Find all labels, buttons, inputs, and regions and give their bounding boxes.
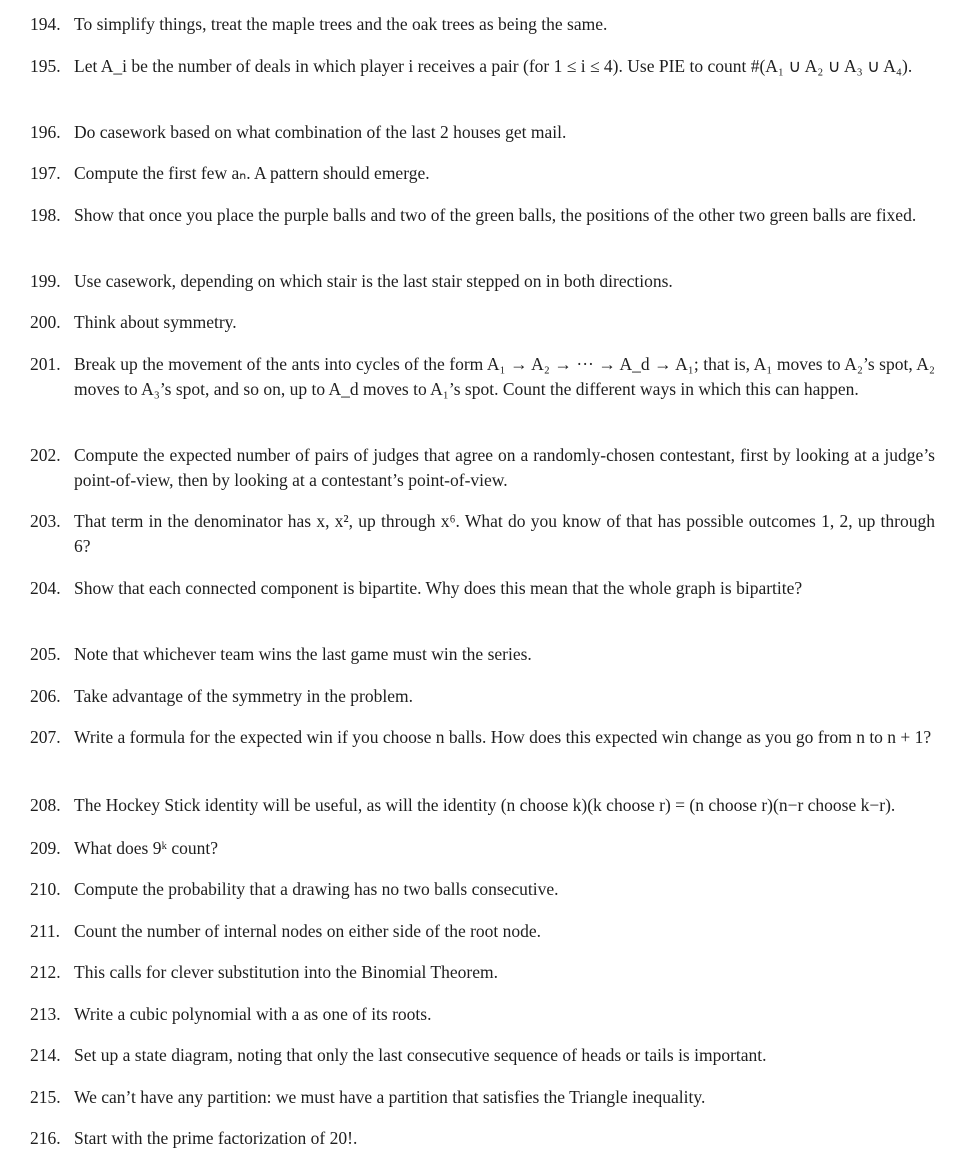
hint-text: Think about symmetry. [74, 312, 237, 332]
hint-item [30, 725, 935, 750]
hint-item [30, 960, 935, 985]
hint-number: 214. [30, 1045, 61, 1065]
hint-text: Show that once you place the purple balls and two of the green balls, the positions of the other two green balls are fixed. [74, 205, 917, 225]
hint-number: 194. [30, 14, 61, 34]
hint-number: 207. [30, 727, 61, 747]
hint-item [30, 919, 935, 944]
hint-item [30, 1126, 935, 1151]
hint-item [30, 1043, 935, 1068]
hint-number: 200. [30, 312, 61, 332]
hint-number: 215. [30, 1087, 61, 1107]
hint-item [30, 642, 935, 667]
hint-number: 196. [30, 122, 61, 142]
hint-number: 212. [30, 962, 61, 982]
hint-number: 208. [30, 795, 61, 815]
hint-text: Write a formula for the expected win if you choose n balls. How does this expected win change as you go from n to n + 1? [74, 727, 932, 747]
hint-text: What does 9ᵏ count? [74, 838, 219, 858]
hint-item [30, 161, 935, 186]
hint-text: Note that whichever team wins the last game must win the series. [74, 644, 532, 664]
hint-number: 206. [30, 686, 61, 706]
hint-item [30, 120, 935, 145]
hint-item [30, 443, 935, 493]
hint-text: Break up the movement of the ants into cycles of the form A₁ → A₂ → ··· → A_d → A₁; that is, A₁ moves to A₂’s spot, A₂ moves to A₃’s spot, and so on, up to A_d moves to A₁’s spot. Count the different ways in which this can happen. [74, 354, 935, 399]
hint-number: 197. [30, 163, 61, 183]
hint-item [30, 836, 935, 861]
hint-item [30, 576, 935, 601]
hint-text: Do casework based on what combination of the last 2 houses get mail. [74, 122, 567, 142]
hint-item [30, 352, 935, 402]
hint-item [30, 1085, 935, 1110]
hint-text: That term in the denominator has x, x², up through x⁶. What do you know of that has possible outcomes 1, 2, up through 6? [74, 511, 935, 556]
hint-text: Compute the first few aₙ. A pattern should emerge. [74, 163, 430, 183]
hint-number: 210. [30, 879, 61, 899]
hint-item [30, 684, 935, 709]
hint-text: Take advantage of the symmetry in the problem. [74, 686, 413, 706]
hint-number: 211. [30, 921, 60, 941]
hint-item [30, 203, 935, 228]
hint-text: This calls for clever substitution into the Binomial Theorem. [74, 962, 498, 982]
hint-number: 201. [30, 354, 61, 374]
hint-number: 205. [30, 644, 61, 664]
hint-text: We can’t have any partition: we must have a partition that satisfies the Triangle inequality. [74, 1087, 706, 1107]
hint-number: 199. [30, 271, 61, 291]
hint-item [30, 509, 935, 559]
hint-text: Use casework, depending on which stair is the last stair stepped on in both directions. [74, 271, 673, 291]
hint-number: 213. [30, 1004, 61, 1024]
hint-number: 195. [30, 56, 61, 76]
hint-item [30, 12, 935, 37]
hint-item [30, 877, 935, 902]
hint-number: 216. [30, 1128, 61, 1148]
hint-text: Show that each connected component is bipartite. Why does this mean that the whole graph is bipartite? [74, 578, 803, 598]
hint-number: 209. [30, 838, 61, 858]
hint-item [30, 269, 935, 294]
hint-item [30, 793, 935, 818]
hint-text: Compute the expected number of pairs of judges that agree on a randomly-chosen contestant, first by looking at a judge’s point-of-view, then by looking at a contestant’s point-of-view. [74, 445, 935, 490]
hint-text: Write a cubic polynomial with a as one of its roots. [74, 1004, 432, 1024]
hint-text: The Hockey Stick identity will be useful, as will the identity (n choose k)(k choose r) = (n choose r)(n−r choose k−r). [74, 795, 896, 815]
hint-text: To simplify things, treat the maple trees and the oak trees as being the same. [74, 14, 608, 34]
hint-text: Let A_i be the number of deals in which player i receives a pair (for 1 ≤ i ≤ 4). Use PIE to count #(A₁ ∪ A₂ ∪ A₃ ∪ A₄). [74, 56, 913, 76]
hint-text: Start with the prime factorization of 20!. [74, 1128, 358, 1148]
hint-number: 198. [30, 205, 61, 225]
hint-text: Count the number of internal nodes on either side of the root node. [74, 921, 542, 941]
hint-number: 204. [30, 578, 61, 598]
hint-number: 202. [30, 445, 61, 465]
hint-item [30, 310, 935, 335]
hint-item [30, 1002, 935, 1027]
hint-text: Compute the probability that a drawing has no two balls consecutive. [74, 879, 559, 899]
hint-item [30, 54, 935, 79]
hint-number: 203. [30, 511, 61, 531]
hint-text: Set up a state diagram, noting that only the last consecutive sequence of heads or tails is important. [74, 1045, 767, 1065]
